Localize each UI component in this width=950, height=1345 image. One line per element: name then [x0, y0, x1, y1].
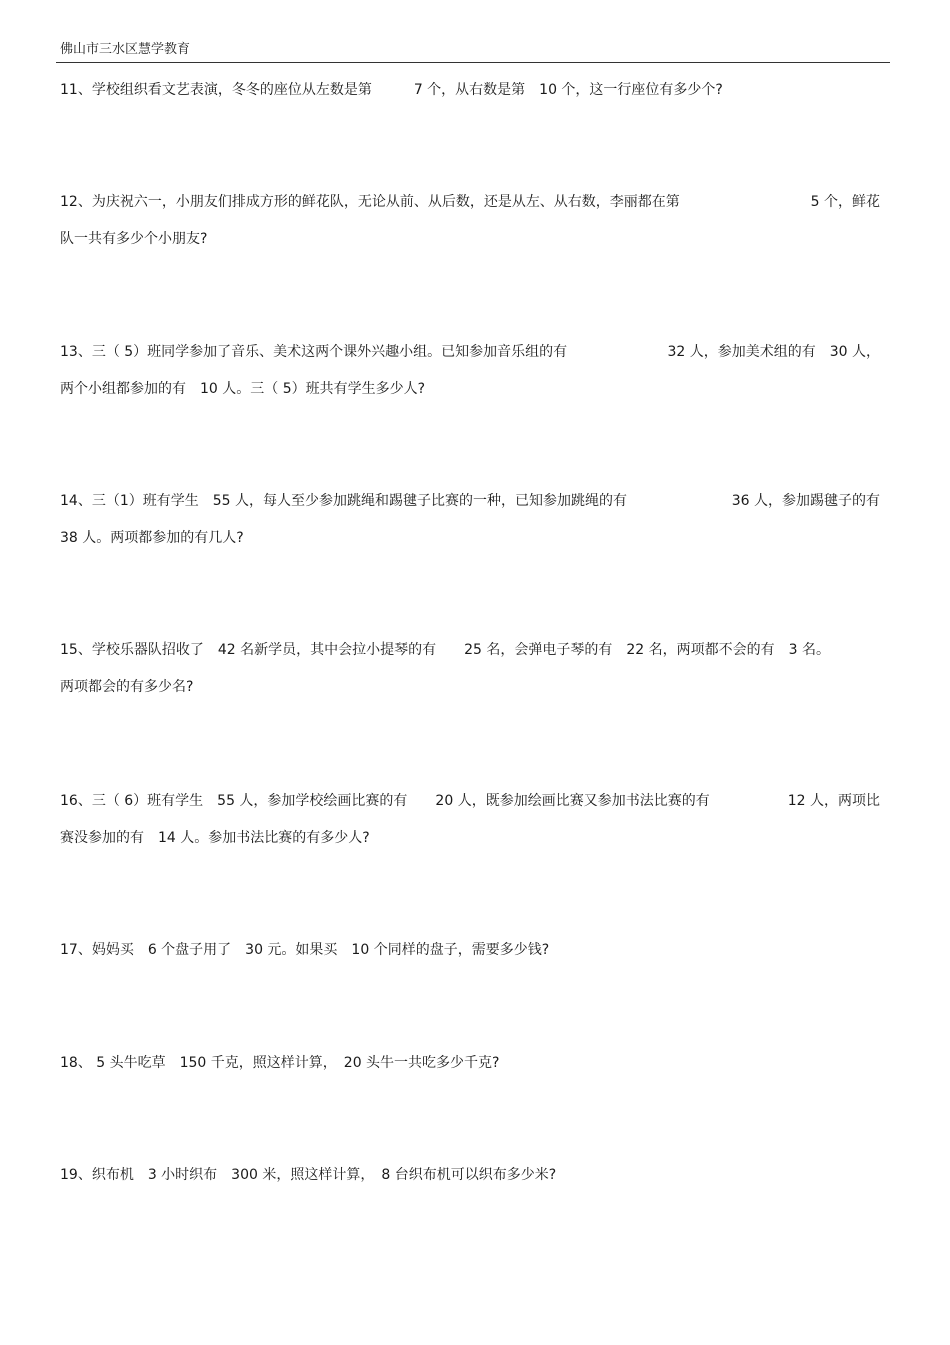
problem-16-line-2: 赛没参加的有 14 人。参加书法比赛的有多少人? [60, 830, 370, 846]
problem-13-line-1 [60, 334, 880, 371]
problem-14-line-2: 38 人。两项都参加的有几人? [60, 530, 244, 546]
problem-14-line-1-right: 36 人，参加踢毽子的有 [731, 493, 880, 509]
problem-16-line-1-right: 12 人，两项比 [787, 793, 880, 809]
problem-13-line-1-right: 32 人，参加美术组的有 30 人， [667, 344, 880, 360]
problem-14 [60, 483, 880, 557]
problem-14-line-1-left: 14、三（1）班有学生 55 人，每人至少参加跳绳和踢毽子比赛的一种，已知参加跳绳的有 [60, 493, 627, 509]
problem-17 [60, 932, 880, 969]
problem-13-line-2: 两个小组都参加的有 10 人。三（ 5）班共有学生多少人? [60, 381, 426, 397]
problem-16-line-1 [60, 783, 880, 820]
problem-12-line-1-right: 5 个，鲜花 [810, 194, 880, 210]
problem-12-line-2: 队一共有多少个小朋友? [60, 231, 208, 247]
problem-13-line-1-left: 13、三（ 5）班同学参加了音乐、美术这两个课外兴趣小组。已知参加音乐组的有 [60, 344, 568, 360]
problem-12-line-1 [60, 184, 880, 221]
problem-19-line-1: 19、织布机 3 小时织布 300 米，照这样计算， 8 台织布机可以织布多少米? [60, 1167, 557, 1183]
problem-15-line-2: 两项都会的有多少名? [60, 679, 194, 695]
problem-12-line-1-left: 12、为庆祝六一，小朋友们排成方形的鲜花队，无论从前、从后数，还是从左、从右数，李丽都在第 [60, 194, 680, 210]
problem-11 [60, 72, 880, 109]
problem-15 [60, 632, 880, 706]
problem-18-line-1: 18、 5 头牛吃草 150 千克，照这样计算， 20 头牛一共吃多少千克? [60, 1055, 500, 1071]
problem-17-line-1: 17、妈妈买 6 个盘子用了 30 元。如果买 10 个同样的盘子，需要多少钱? [60, 942, 550, 958]
document-header: 佛山市三水区慧学教育 [60, 42, 191, 57]
problem-14-line-1 [60, 483, 880, 520]
problem-16 [60, 783, 880, 857]
problem-19 [60, 1157, 880, 1194]
problem-11-line-1: 11、学校组织看文艺表演，冬冬的座位从左数是第 7 个，从右数是第 10 个，这一行座位有多少个? [60, 82, 723, 98]
problem-18 [60, 1045, 880, 1082]
problem-16-line-1-left: 16、三（ 6）班有学生 55 人，参加学校绘画比赛的有 20 人，既参加绘画比赛又参加书法比赛的有 [60, 793, 710, 809]
problem-12 [60, 184, 880, 258]
header-divider [56, 62, 890, 63]
problem-15-line-1: 15、学校乐器队招收了 42 名新学员，其中会拉小提琴的有 25 名，会弹电子琴的有 22 名，两项都不会的有 3 名。 [60, 642, 830, 658]
problem-13 [60, 334, 880, 408]
